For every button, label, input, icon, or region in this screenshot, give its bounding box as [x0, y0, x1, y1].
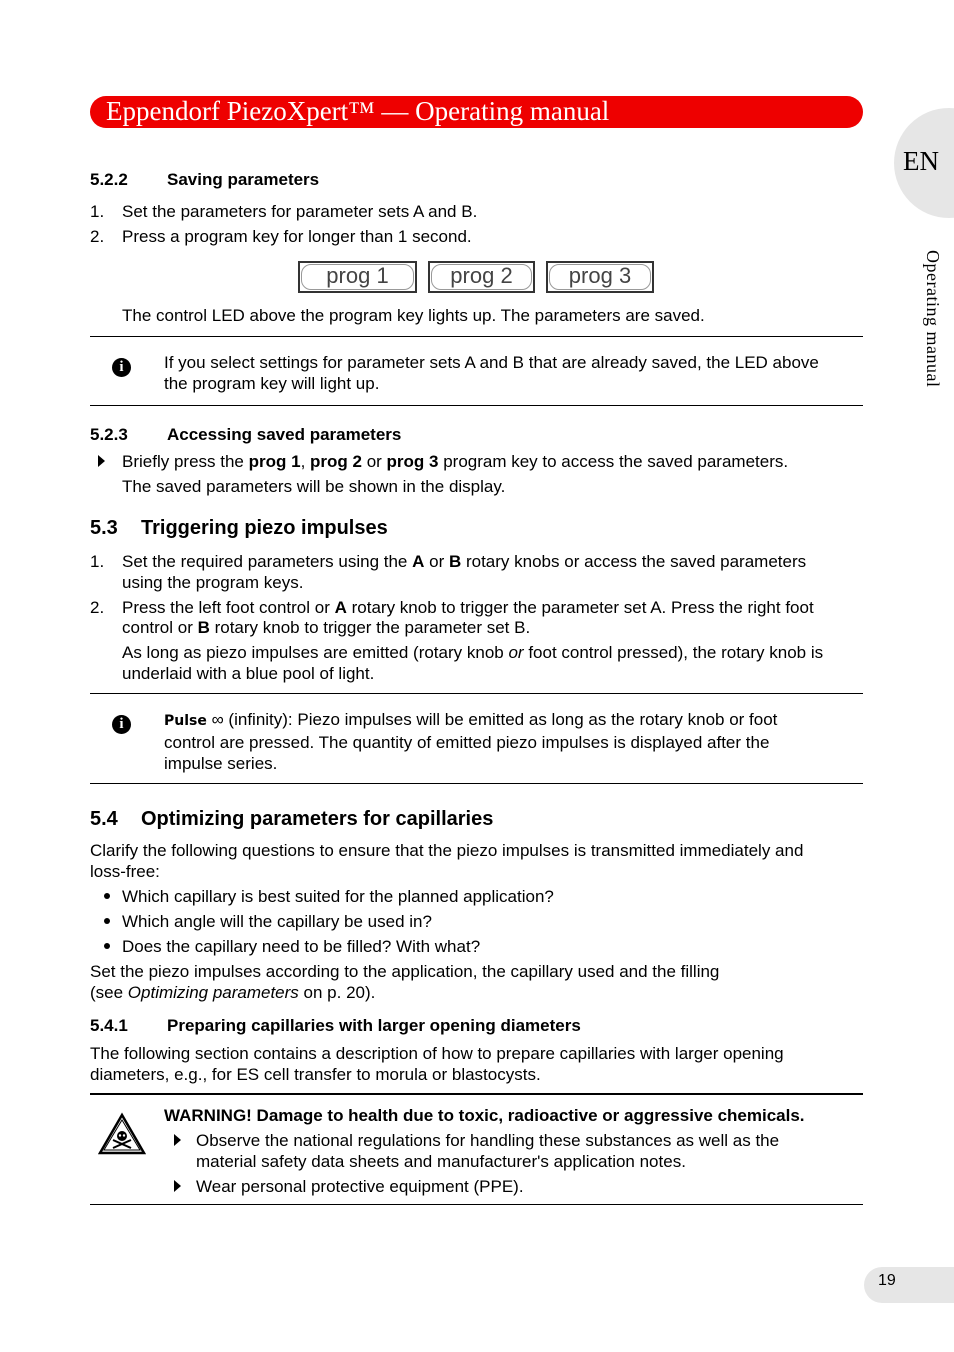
divider — [90, 783, 863, 784]
warning-action: Observe the national regulations for handling these substances as well as the material safety data sheets and manufacturer's application notes. — [196, 1131, 780, 1171]
warning-action: Wear personal protective equipment (PPE). — [196, 1177, 524, 1196]
divider — [90, 336, 863, 337]
list-item: Which angle will the capillary be used in? — [122, 912, 432, 931]
bullet-icon — [104, 918, 110, 924]
action-arrow-icon — [174, 1134, 181, 1146]
list-item: Does the capillary need to be filled? With what? — [122, 937, 481, 956]
header-title: Eppendorf PiezoXpert™ — Operating manual — [106, 96, 610, 126]
divider — [90, 693, 863, 694]
body-text: The following section contains a description of how to prepare capillaries with larger opening diameters, e.g., for ES cell transfer to morula or blastocysts. — [90, 1044, 784, 1084]
info-note: If you select settings for parameter sets A and B that are already saved, the LED above the program key will light up. — [164, 353, 819, 393]
action-arrow-icon — [174, 1180, 181, 1192]
step-2: 2. Press a program key for longer than 1 second. — [90, 227, 472, 246]
action-result: The saved parameters will be shown in the display. — [122, 477, 506, 496]
divider — [90, 1093, 863, 1095]
prog-1-key: prog 1 — [298, 261, 417, 293]
header-bar — [90, 96, 863, 128]
heading-5-2-3: 5.2.3 Accessing saved parameters — [90, 425, 402, 444]
list-item: Which capillary is best suited for the planned application? — [122, 887, 554, 906]
result-text: The control LED above the program key lights up. The parameters are saved. — [122, 306, 705, 325]
info-icon: i — [112, 715, 131, 734]
page-number: 19 — [878, 1272, 896, 1289]
warning-title: WARNING! Damage to health due to toxic, radioactive or aggressive chemicals. — [164, 1106, 805, 1125]
section-number: 5.2.2 — [90, 170, 128, 189]
section-title: Saving parameters — [167, 170, 320, 189]
heading-5-2-2 — [90, 170, 319, 190]
pulse-label: Pulse — [164, 713, 207, 729]
divider — [90, 1204, 863, 1205]
language-label: EN — [903, 146, 939, 176]
prog-3-key: prog 3 — [546, 261, 654, 293]
step-2: 2. Press the left foot control or A rotary knob to trigger the parameter set A. Press the right foot — [90, 598, 814, 617]
heading-5-4: 5.4 Optimizing parameters for capillaries — [90, 808, 494, 830]
step-1: 1. Set the required parameters using the A or B rotary knobs or access the saved parameters — [90, 552, 807, 571]
info-note: Pulse ∞ (infinity): Piezo impulses will be emitted as long as the rotary knob or foot control are pressed. The quantity of emitted piezo impulses is displayed after the impulse series. — [164, 710, 778, 773]
bullet-icon — [104, 893, 110, 899]
heading-5-3: 5.3 Triggering piezo impulses — [90, 517, 388, 539]
after-text: Set the piezo impulses according to the application, the capillary used and the filling (see Optimizing parameters on p. 20). — [90, 962, 720, 1002]
intro-text: Clarify the following questions to ensure that the piezo impulses is transmitted immediately and loss-free: — [90, 841, 804, 881]
toxic-warning-icon — [98, 1112, 146, 1156]
side-section-title: Operating manual — [923, 250, 943, 388]
heading-5-4-1: 5.4.1 Preparing capillaries with larger opening diameters — [90, 1016, 581, 1035]
divider — [90, 405, 863, 406]
action-arrow-icon — [98, 455, 105, 467]
bullet-icon — [104, 943, 110, 949]
step-1: 1. Set the parameters for parameter sets A and B. — [90, 202, 478, 221]
prog-2-key: prog 2 — [428, 261, 535, 293]
action-text: Briefly press the prog 1, prog 2 or prog 3 program key to access the saved parameters. — [122, 452, 789, 471]
info-icon: i — [112, 358, 131, 377]
cross-reference-link: Optimizing parameters — [127, 983, 299, 1002]
